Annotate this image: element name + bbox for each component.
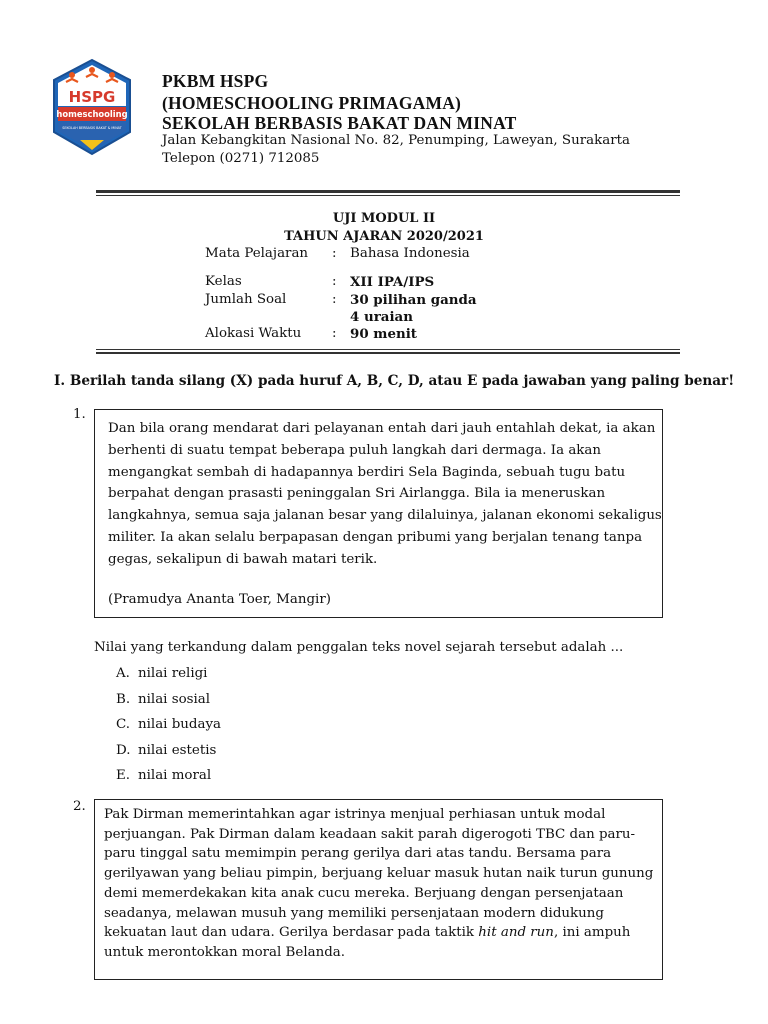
exam-year: TAHUN AJARAN 2020/2021 <box>284 229 484 244</box>
org-phone: Telepon (0271) 712085 <box>162 151 320 166</box>
passage-source: (Pramudya Ananta Toer, Mangir) <box>108 591 331 607</box>
passage-segment: kekuatan laut dan udara. Gerilya berdasar pada taktik <box>104 925 479 941</box>
passage-italic: hit and run <box>478 925 554 941</box>
option-letter: B. <box>116 692 131 707</box>
info-value-count: 30 pilihan ganda <box>350 292 477 308</box>
option-text: nilai budaya <box>138 717 222 732</box>
passage-text-1 <box>95 410 662 610</box>
hspg-logo-icon <box>50 58 134 156</box>
question-number: 2. <box>73 799 86 814</box>
option-letter: D. <box>116 743 131 758</box>
passage-line: Dan bila orang mendarat dari pelayanan entah dari jauh entahlah dekat, ia akan <box>108 421 656 436</box>
option-text: nilai religi <box>138 666 208 681</box>
info-value-count-2: 4 uraian <box>350 309 413 325</box>
header-rule-top <box>96 190 680 193</box>
header-rule-bottom <box>96 195 680 196</box>
option-a[interactable] <box>116 666 207 681</box>
option-d[interactable] <box>116 743 216 758</box>
option-b[interactable] <box>116 692 210 707</box>
passage-line <box>104 923 662 943</box>
question-number: 1. <box>73 407 86 422</box>
passage-line: gegas, sekalipun di bawah matari terik. <box>108 551 378 567</box>
passage-line: militer. Ia akan selalu berpapasan dengan pribumi yang berjalan tenang tanpa <box>108 529 643 545</box>
option-text: nilai estetis <box>138 743 217 758</box>
info-value-subject: Bahasa Indonesia <box>350 246 470 261</box>
info-rule-top <box>96 349 680 350</box>
passage-line: paru tinggal satu memimpin perang gerilya dari atas tandu. Bersama para <box>104 846 612 862</box>
passage-line: untuk merontokkan moral Belanda. <box>104 944 346 960</box>
passage-line: demi memerdekakan kita anak cucu mereka. Berjuang dengan persenjataan <box>104 885 624 901</box>
info-label-subject: Mata Pelajaran <box>205 246 309 261</box>
passage-segment: , ini ampuh <box>553 925 631 941</box>
logo-text-top: HSPG <box>68 88 116 106</box>
passage-line: seadanya, melawan musuh yang memiliki persenjataan modern didukung <box>104 905 604 921</box>
option-e[interactable] <box>116 768 211 783</box>
org-full-name: (HOMESCHOOLING PRIMAGAMA) <box>162 93 462 113</box>
passage-line: perjuangan. Pak Dirman dalam keadaan sakit parah digerogoti TBC dan paru- <box>104 826 636 842</box>
passage-line: langkahnya, semua saja jalanan besar yang dilaluinya, jalanan ekonomi sekaligus <box>108 508 662 524</box>
option-letter: E. <box>116 768 131 783</box>
option-text: nilai moral <box>138 768 212 783</box>
info-label-class: Kelas <box>205 274 242 289</box>
school-logo <box>50 58 134 156</box>
passage-box-1 <box>94 409 663 618</box>
info-colon: : <box>332 274 337 289</box>
org-address: Jalan Kebangkitan Nasional No. 82, Penumping, Laweyan, Surakarta <box>162 133 630 148</box>
org-name: PKBM HSPG <box>162 71 269 91</box>
exam-title: UJI MODUL II <box>332 211 436 226</box>
passage-text-2 <box>95 800 662 963</box>
option-letter: C. <box>116 717 131 732</box>
info-value-class: XII IPA/IPS <box>350 274 435 290</box>
passage-line: berpahat dengan prasasti peninggalan Sri Airlangga. Bila ia meneruskan <box>108 486 606 502</box>
logo-text-mid: homeschooling <box>56 109 128 119</box>
option-text: nilai sosial <box>138 692 211 707</box>
info-colon: : <box>332 246 337 261</box>
question-prompt: Nilai yang terkandung dalam penggalan teks novel sejarah tersebut adalah ... <box>94 640 624 655</box>
info-label-count: Jumlah Soal <box>205 292 287 307</box>
info-colon: : <box>332 292 337 307</box>
info-label-time: Alokasi Waktu <box>205 326 302 341</box>
passage-line: gerilyawan yang beliau pimpin, berjuang keluar masuk hutan naik turun gunung <box>104 866 654 882</box>
instruction: I. Berilah tanda silang (X) pada huruf A, B, C, D, atau E pada jawaban yang paling benar! <box>54 373 735 389</box>
option-letter: A. <box>116 666 130 681</box>
passage-line: berhenti di suatu tempat beberapa puluh langkah dari dermaga. Ia akan <box>108 442 602 458</box>
option-c[interactable] <box>116 717 221 732</box>
org-tagline: SEKOLAH BERBASIS BAKAT DAN MINAT <box>162 113 517 133</box>
info-colon: : <box>332 326 337 341</box>
passage-box-2 <box>94 799 663 980</box>
passage-line: Pak Dirman memerintahkan agar istrinya menjual perhiasan untuk modal <box>104 807 606 822</box>
passage-line: mengangkat sembah di hadapannya berdiri Sela Baginda, sebuah tugu batu <box>108 464 626 480</box>
info-rule-bottom <box>96 352 680 354</box>
logo-text-bottom: SEKOLAH BERBASIS BAKAT & MINAT <box>62 126 122 130</box>
info-value-time: 90 menit <box>350 326 417 342</box>
